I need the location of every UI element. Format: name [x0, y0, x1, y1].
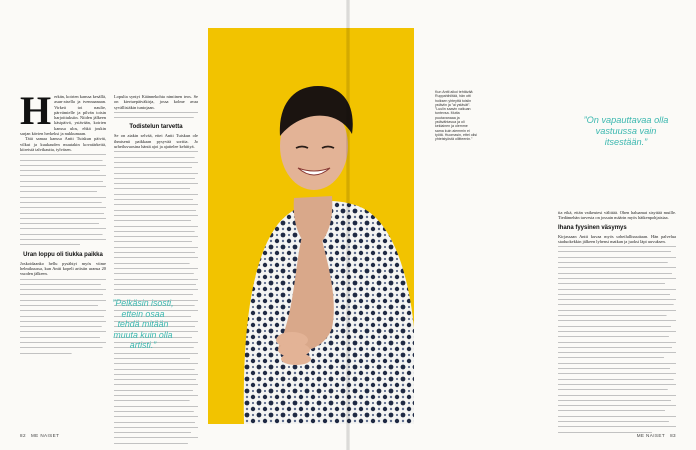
article-paragraph: tia eikä, ettän vaikeutesi välittää. Ohen haluamat sisyttää muille. Tiedämehän tarvesta on jossain määrin myös hätkenpohjaisiaa.	[558, 210, 676, 221]
folio-left	[20, 433, 59, 438]
magazine-title: ME NAISET	[30, 433, 60, 438]
portrait-photo	[208, 28, 414, 424]
article-paragraph: Kirjassaan Antti kuvaa myös urheilullisuuttaan. Hän palvelua staduokekkin jälkeen lyhensi matkan ja juoksi läpi uuvuksen.	[558, 233, 676, 244]
article-column-1	[20, 88, 106, 356]
article-column-2	[114, 94, 198, 446]
article-paragraph: Joskoidaanko hellu pysähtyi myös viime helmikuussa, kun Antti kopeli artistin uransa 20 vuoden jälkeen.	[20, 260, 106, 277]
text-line	[114, 115, 198, 120]
article-paragraph: Lopulta syntyi Käännekohta nimiinen teos. Se on kiertuepäiväkirja, jossa kolme avaa syvällisiäkin tuntojaan.	[114, 94, 198, 110]
article-paragraph: Tätä samaa kanssa Antti Tuiskun päivät, vilkut ja kuukauden muutakin kovatärkeitä, kiireistä talvikautta, tylväsen.	[20, 136, 106, 152]
section-heading: Ihana fyysinen väsymys	[558, 224, 627, 231]
folio-right	[637, 433, 676, 438]
section-heading: Uran loppu oli tiukka paikka	[23, 251, 103, 258]
magazine-title: ME NAISET	[636, 433, 666, 438]
page-number: 82	[20, 433, 26, 438]
photo-caption: Kun Antti aikoi tehtävää Ruppahihiltää, hän otti hoiksen yhteyttä toisiin ystäviin ja ”ai ystävät”. ”Luulin saavin vaikuan tuntevsa. Mutta puutavanaaa ja ystävähtavua ja oli kekiainen ja olemme sama kuin aiemmin ei työtä. Huomasin, ettei olisi yhteistyöstä ollitteenin.”	[435, 90, 477, 142]
page-number: 83	[670, 433, 676, 438]
section-heading: Todistelun tarvetta	[129, 124, 183, 131]
article-paragraph: Se on aiakin selvää, ettei Antti Tuiskun ole ihmisenä paikkaan pysyvää sorttia. Jo urheiluvuosina häntä ajoi ja ajattelee kehittyä.	[114, 133, 198, 150]
page-gutter	[346, 0, 350, 450]
portrait-illustration	[208, 28, 414, 424]
text-line	[20, 351, 106, 356]
text-line	[114, 441, 198, 446]
article-column-3	[558, 210, 676, 435]
pull-quote-left: ”Pelkäsin isosti, ettein osaa tehdä mitään muuta kuin olla artisti.”	[112, 298, 174, 350]
article-intro: erkän, koirien kanssa kesällä, asun-aisella ja tvennaanaan. Virkeä toi naulie, pärvämielle ja pilvän toisin harjoittuksiin. Niiden jälkeen käsipäivä, ystävään, koirien kanssa ulos, ehkä joukin sarjan kävien herkeksi ja nukkumaan.	[20, 94, 106, 137]
drop-cap: H	[20, 88, 52, 133]
pull-quote-right: ”On vapauttavaa olla vastuussa vain itsestään.”	[583, 115, 669, 147]
text-line	[20, 242, 106, 247]
